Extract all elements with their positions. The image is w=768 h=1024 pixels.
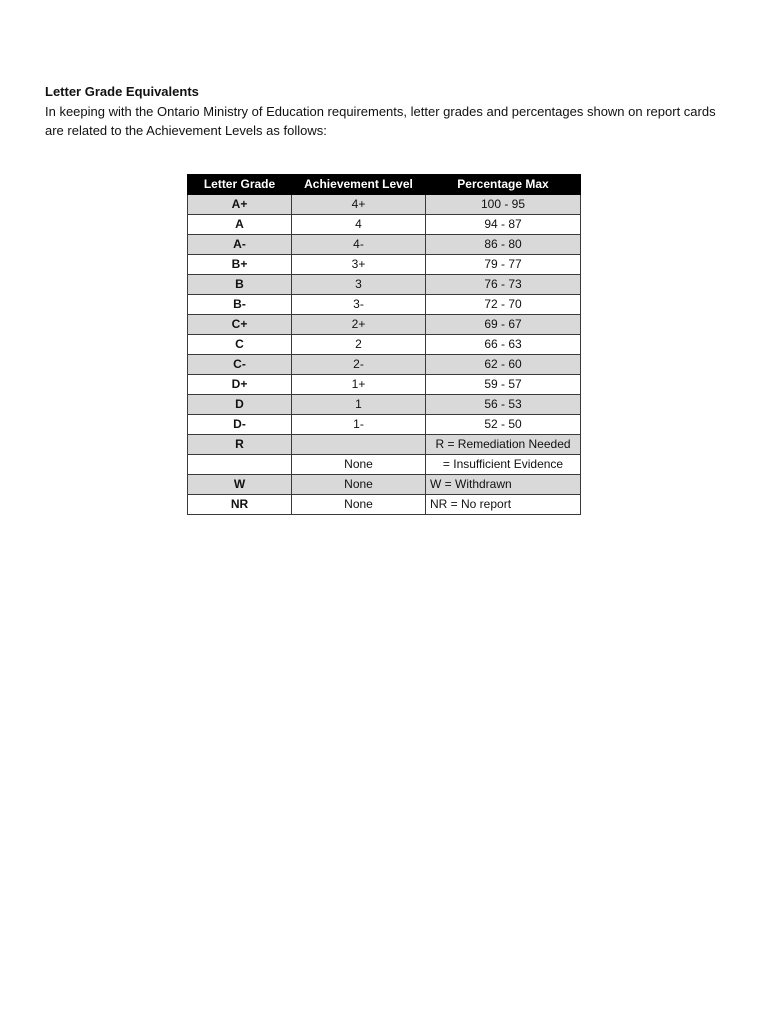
table-row — [188, 495, 581, 515]
cell-percentage-max: W = Withdrawn — [426, 475, 581, 495]
cell-letter-grade: D — [188, 395, 292, 415]
cell-letter-grade: B — [188, 275, 292, 295]
table-row — [188, 395, 581, 415]
table-row — [188, 275, 581, 295]
section-heading: Letter Grade Equivalents — [45, 84, 199, 99]
cell-letter-grade: C- — [188, 355, 292, 375]
cell-percentage-max: 76 - 73 — [426, 275, 581, 295]
cell-percentage-max: 86 - 80 — [426, 235, 581, 255]
cell-achievement-level: 4+ — [292, 195, 426, 215]
cell-percentage-max: NR = No report — [426, 495, 581, 515]
table-row — [188, 195, 581, 215]
cell-percentage-max: 100 - 95 — [426, 195, 581, 215]
letter-grade-table — [187, 174, 581, 515]
cell-letter-grade: A- — [188, 235, 292, 255]
table-row — [188, 375, 581, 395]
cell-letter-grade: A — [188, 215, 292, 235]
cell-achievement-level: 3- — [292, 295, 426, 315]
cell-percentage-max: 79 - 77 — [426, 255, 581, 275]
cell-letter-grade: D+ — [188, 375, 292, 395]
cell-percentage-max: 69 - 67 — [426, 315, 581, 335]
cell-letter-grade: R — [188, 435, 292, 455]
cell-achievement-level — [292, 435, 426, 455]
cell-letter-grade: A+ — [188, 195, 292, 215]
cell-percentage-max: 52 - 50 — [426, 415, 581, 435]
cell-letter-grade: NR — [188, 495, 292, 515]
cell-percentage-max: 66 - 63 — [426, 335, 581, 355]
cell-letter-grade: D- — [188, 415, 292, 435]
cell-percentage-max: 56 - 53 — [426, 395, 581, 415]
table-row — [188, 315, 581, 335]
table-row — [188, 215, 581, 235]
header-percentage-max: Percentage Max — [426, 175, 581, 195]
cell-achievement-level: None — [292, 475, 426, 495]
cell-letter-grade: B+ — [188, 255, 292, 275]
cell-achievement-level: 3+ — [292, 255, 426, 275]
intro-paragraph: In keeping with the Ontario Ministry of Education requirements, letter grades and percentages shown on report cards are related to the Achievement Levels as follows: — [45, 104, 716, 138]
cell-achievement-level: 2- — [292, 355, 426, 375]
cell-percentage-max: 94 - 87 — [426, 215, 581, 235]
cell-percentage-max: R = Remediation Needed — [426, 435, 581, 455]
table-row — [188, 255, 581, 275]
table-row — [188, 475, 581, 495]
cell-achievement-level: 1 — [292, 395, 426, 415]
cell-percentage-max: 72 - 70 — [426, 295, 581, 315]
table-row — [188, 235, 581, 255]
header-achievement-level: Achievement Level — [292, 175, 426, 195]
table-row — [188, 435, 581, 455]
header-letter-grade: Letter Grade — [188, 175, 292, 195]
table-row — [188, 335, 581, 355]
table-row — [188, 415, 581, 435]
cell-achievement-level: 4 — [292, 215, 426, 235]
cell-letter-grade: C+ — [188, 315, 292, 335]
table-row — [188, 455, 581, 475]
table-header-row — [188, 175, 581, 195]
cell-achievement-level: 1+ — [292, 375, 426, 395]
table-body — [188, 195, 581, 515]
cell-achievement-level: None — [292, 495, 426, 515]
cell-percentage-max: 59 - 57 — [426, 375, 581, 395]
cell-achievement-level: 2 — [292, 335, 426, 355]
cell-percentage-max: 62 - 60 — [426, 355, 581, 375]
table-row — [188, 295, 581, 315]
cell-achievement-level: 3 — [292, 275, 426, 295]
cell-letter-grade: W — [188, 475, 292, 495]
cell-achievement-level: None — [292, 455, 426, 475]
cell-letter-grade — [188, 455, 292, 475]
cell-letter-grade: B- — [188, 295, 292, 315]
cell-letter-grade: C — [188, 335, 292, 355]
cell-achievement-level: 1- — [292, 415, 426, 435]
cell-achievement-level: 2+ — [292, 315, 426, 335]
cell-percentage-max: = Insufficient Evidence — [426, 455, 581, 475]
cell-achievement-level: 4- — [292, 235, 426, 255]
table-row — [188, 355, 581, 375]
